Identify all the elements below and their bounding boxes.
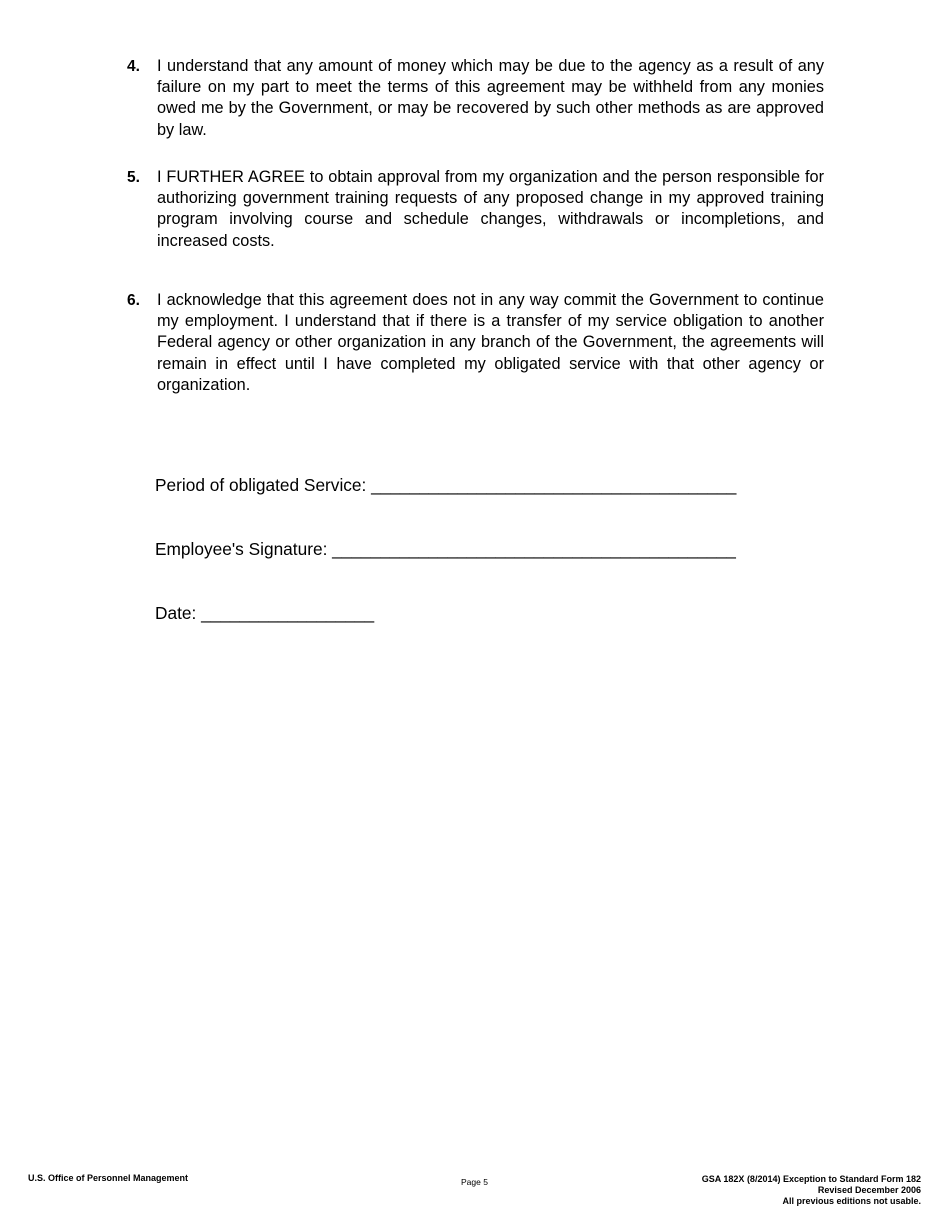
footer-form-info — [702, 1174, 921, 1207]
clause-text: I FURTHER AGREE to obtain approval from my organization and the person responsible for authorizing government training requests of any proposed change in my approved training program involving course and schedule changes, withdrawals or incompletions, and increased costs. — [157, 168, 824, 250]
employee-signature-field[interactable]: Employee's Signature: __________________________________________ — [155, 539, 736, 559]
clause-text: I acknowledge that this agreement does not in any way commit the Government to continue my employment. I understand that if there is a transfer of my service obligation to another Federal agency or other organization in any branch of the Government, the agreements will remain in effect until I have completed my obligated service with that other agency or organization. — [157, 291, 824, 394]
page-number: Page 5 — [461, 1177, 488, 1187]
clause-text: I understand that any amount of money which may be due to the agency as a result of any failure on my part to meet the terms of this agreement may be withheld from any monies owed me by the Government, or may be recovered by such other methods as are approved by law. — [157, 57, 824, 139]
revision-date: Revised December 2006 — [817, 1185, 921, 1195]
clause-6 — [127, 290, 824, 396]
period-of-service-field[interactable]: Period of obligated Service: ______________________________________ — [155, 475, 737, 495]
clause-5 — [127, 167, 824, 252]
form-id: GSA 182X (8/2014) Exception to Standard Form 182 — [701, 1174, 921, 1184]
clause-number: 4. — [127, 58, 140, 75]
editions-note: All previous editions not usable. — [782, 1196, 921, 1206]
footer-agency: U.S. Office of Personnel Management — [28, 1173, 189, 1183]
date-field[interactable]: Date: __________________ — [155, 603, 375, 623]
clause-number: 5. — [127, 169, 140, 186]
clause-number: 6. — [127, 292, 140, 309]
clause-4 — [127, 56, 824, 141]
